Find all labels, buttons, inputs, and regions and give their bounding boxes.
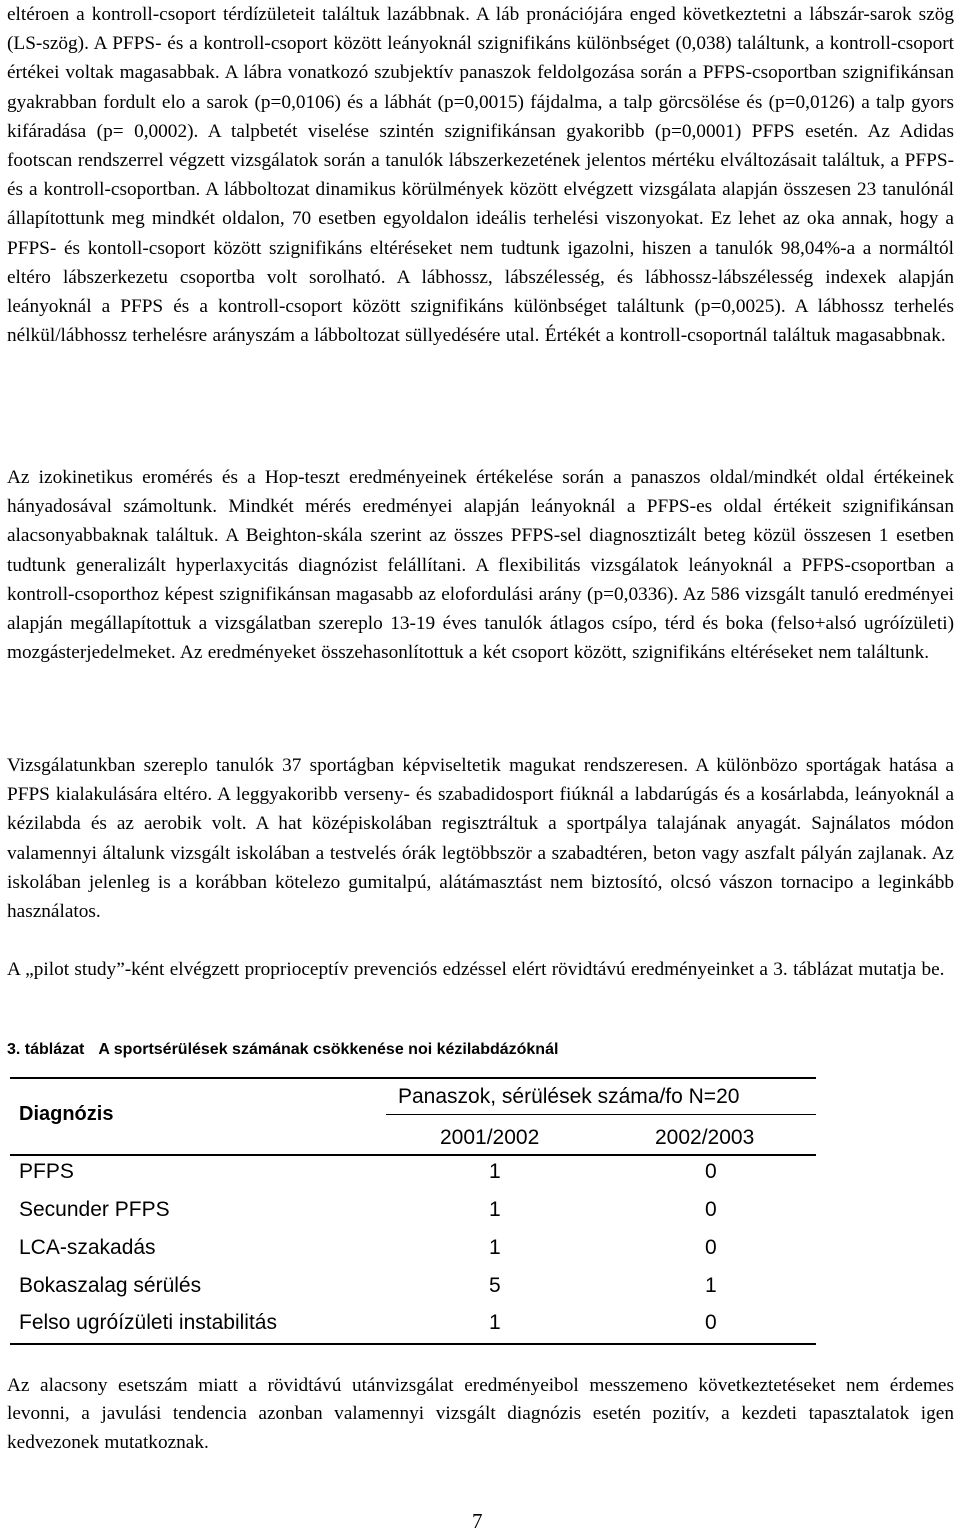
injury-table <box>0 1073 960 1353</box>
year-column-header: 2001/2002 <box>440 1126 540 1149</box>
table-row-diagnosis: Secunder PFPS <box>19 1198 170 1221</box>
table-cell-2002: 0 <box>705 1198 717 1221</box>
table-row-diagnosis: LCA-szakadás <box>19 1236 156 1259</box>
table-row-diagnosis: Felso ugróízületi instabilitás <box>19 1311 277 1334</box>
paragraph-pilot-study: A „pilot study”-ként elvégzett proprioceptív prevenciós edzéssel elért rövidtávú eredményeinket a 3. táblázat mutatja be. <box>7 959 945 980</box>
table-cell-2002: 0 <box>705 1236 717 1259</box>
paragraph-conclusion: Az alacsony esetszám miatt a rövidtávú utánvizsgálat eredményeibol messzemeno következtetéseket nem érdemes levonni, a javulási tendencia azonban valamennyi vizsgált diagnózis esetén pozitív, a kezdeti tapasztalatok igen kedvezonek mutatkoznak. <box>7 1375 954 1453</box>
table-bottom-rule <box>10 1343 816 1345</box>
group-column-header: Panaszok, sérülések száma/fo N=20 <box>398 1085 740 1108</box>
diagnosis-column-header: Diagnózis <box>19 1103 114 1125</box>
table-header-rule <box>10 1154 816 1156</box>
paragraph-results-sports: Vizsgálatunkban szereplo tanulók 37 sportágban képviseltetik magukat rendszeresen. A különbözo sportágak hatása a PFPS kialakulására eltéro. A leggyakoribb verseny- és szabadidosport fiúknál a labdarúgás és a kosárlabda, leányoknál a kézilabda és az aerobik volt. A hat középiskolában regisztráltuk a sportpálya talajának anyagát. Sajnálatos módon valamennyi általunk vizsgált iskolában a testvelés órák legtöbbször a szabadtéren, beton vagy aszfalt pályán zajlanak. Az iskolában jelenleg is a korábban kötelezo gumitalpú, alátámasztást nem biztosító, olcsó vászon tornacipo a leginkább használatos. <box>7 755 954 923</box>
table-row-diagnosis: PFPS <box>19 1160 74 1183</box>
table-cell-2001: 1 <box>489 1311 501 1334</box>
table-cell-2001: 1 <box>489 1236 501 1259</box>
table-subheader-rule <box>386 1114 816 1115</box>
table-cell-2001: 1 <box>489 1198 501 1221</box>
table-cell-2002: 1 <box>705 1274 717 1297</box>
year-column-header: 2002/2003 <box>655 1126 755 1149</box>
page-number: 7 <box>472 1509 483 1533</box>
table-cell-2002: 0 <box>705 1160 717 1183</box>
table-caption-label: 3. táblázat <box>7 1041 85 1058</box>
table-cell-2001: 1 <box>489 1160 501 1183</box>
table-caption <box>7 1039 558 1061</box>
table-cell-2002: 0 <box>705 1311 717 1334</box>
paragraph-results-isokinetic: Az izokinetikus eromérés és a Hop-teszt eredményeinek értékelése során a panaszos oldal/mindkét oldal értékeinek hányadosával számoltunk. Mindkét mérés eredményei alapján leányoknál a PFPS-es oldal értékeit szignifikánsan alacsonyabbaknak találtuk. A Beighton-skála szerint az összes PFPS-sel diagnosztizált beteg közül összesen 1 esetben tudtunk generalizált hyperlaxycitás diagnózist felállítani. A flexibilitás vizsgálatok leányoknál a PFPS-csoportban a kontroll-csoporthoz képest szignifikánsan magasabb az elofordulási arány (p=0,0336). Az 586 vizsgált tanuló eredményei alapján megállapítottuk a vizsgálatban szereplo 13-19 éves tanulók átlagos csípo, térd és boka (felso+alsó ugróízületi) mozgásterjedelmeket. Az eredményeket összehasonlítottuk a két csoport között, szignifikáns eltéréseket nem találtunk. <box>7 467 954 664</box>
table-row-diagnosis: Bokaszalag sérülés <box>19 1274 202 1297</box>
table-caption-text: A sportsérülések számának csökkenése noi kézilabdázóknál <box>98 1041 559 1058</box>
table-cell-2001: 5 <box>489 1274 501 1297</box>
table-top-rule <box>10 1077 816 1079</box>
paragraph-results-foot: eltéroen a kontroll-csoport térdízületeit találtuk lazábbnak. A láb pronációjára enged következtetni a lábszár-sarok szög (LS-szög). A PFPS- és a kontroll-csoport között leányoknál szignifikáns különbséget (0,038) találtunk, a kontroll-csoport értékei voltak magasabbak. A lábra vonatkozó szubjektív panaszok feldolgozása során a PFPS-csoportban szignifikánsan gyakrabban fordult elo a sarok (p=0,0106) és a lábhát (p=0,0015) fájdalma, a talp görcsölése és (p=0,0126) a talp gyors kifáradása (p= 0,0002). A talpbetét viselése szintén szignifikánsan gyakoribb (p=0,0001) PFPS esetén. Az Adidas footscan rendszerrel végzett vizsgálatok során a tanulók lábszerkezetének jelentos mértéku elváltozásait találtuk, a PFPS- és a kontroll-csoportban. A lábboltozat dinamikus körülmények között elvégzett vizsgálata alapján összesen 23 tanulónál állapítottunk meg mindkét oldalon, 70 esetben egyoldalon ideális terhelési viszonyokat. Ez lehet az oka annak, hogy a PFPS- és kontoll-csoport között szignifikáns eltéréseket nem tudtunk igazolni, hiszen a tanulók 98,04%-a a normáltól eltéro lábszerkezetu csoportba volt sorolható. A lábhossz, lábszélesség, és lábhossz-lábszélesség indexek alapján leányoknál a PFPS és a kontroll-csoport között szignifikáns különbséget találtunk (p=0,0025). A lábhossz terhelés nélkül/lábhossz terhelésre arányszám a lábboltozat süllyedésére utal. Értékét a kontroll-csoportnál találtuk magasabbnak. <box>7 4 954 347</box>
